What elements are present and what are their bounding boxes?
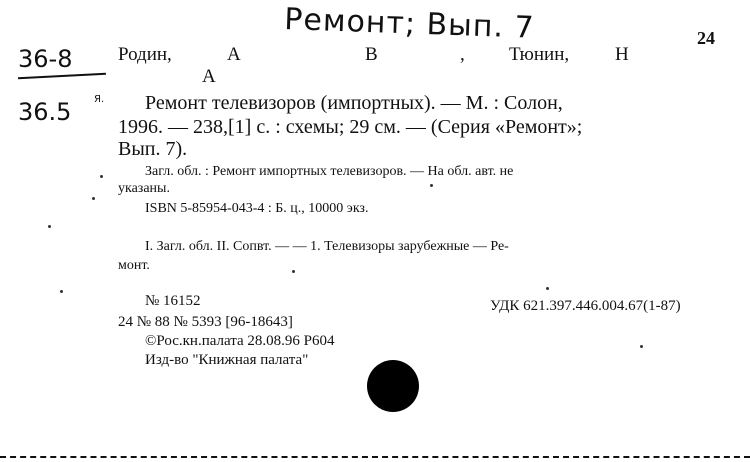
note-line-1: Загл. обл. : Ремонт импортных телевизоров. — На обл. авт. не [145, 164, 514, 179]
punch-hole [367, 360, 419, 412]
author-surname-1: Родин, [118, 44, 172, 65]
subject-line-2: монт. [118, 258, 150, 273]
author-initial-a2: А [202, 66, 216, 87]
author-initial-n: Н [615, 44, 629, 65]
title-statement: Ремонт телевизоров (импортных). — М. : Солон, [145, 92, 563, 114]
handwritten-underline [18, 73, 106, 80]
publisher-line: Изд-во "Книжная палата" [145, 352, 309, 368]
speck [430, 184, 433, 187]
handwritten-index-top: 36-8 [18, 45, 73, 73]
author-surname-2: Тюнин, [509, 44, 570, 65]
registration-codes: 24 № 88 № 5393 [96-18643] [118, 314, 293, 330]
author-initial-v: В [365, 44, 378, 65]
handwritten-title: Ремонт; Вып. 7 [283, 2, 536, 46]
speck [48, 225, 51, 228]
speck [292, 270, 295, 273]
subject-line-1: I. Загл. обл. II. Сопвт. — — 1. Телевизоры зарубежные — Ре- [145, 239, 509, 254]
series-line: Вып. 7). [118, 138, 188, 160]
handwritten-index-bottom: 36.5 [18, 98, 72, 126]
page-number: 24 [697, 28, 715, 48]
publication-line: 1996. — 238,[1] с. : схемы; 29 см. — (Серия «Ремонт»; [118, 116, 583, 138]
author-initial-a: А [227, 44, 241, 65]
isbn-line: ISBN 5-85954-043-4 : Б. ц., 10000 экз. [145, 201, 369, 216]
speck [640, 345, 643, 348]
note-line-2: указаны. [118, 181, 170, 196]
author-separator: , [460, 44, 465, 65]
speck [546, 287, 549, 290]
speck [92, 197, 95, 200]
udk-code: УДК 621.397.446.004.67(1-87) [490, 298, 681, 314]
card-bottom-edge [0, 456, 750, 458]
book-chamber-stamp: ©Рос.кн.палата 28.08.96 Р604 [145, 333, 335, 349]
speck [100, 175, 103, 178]
handwritten-index-superscript: Я. [94, 94, 105, 105]
card-number: № 16152 [145, 293, 201, 309]
speck [60, 290, 63, 293]
